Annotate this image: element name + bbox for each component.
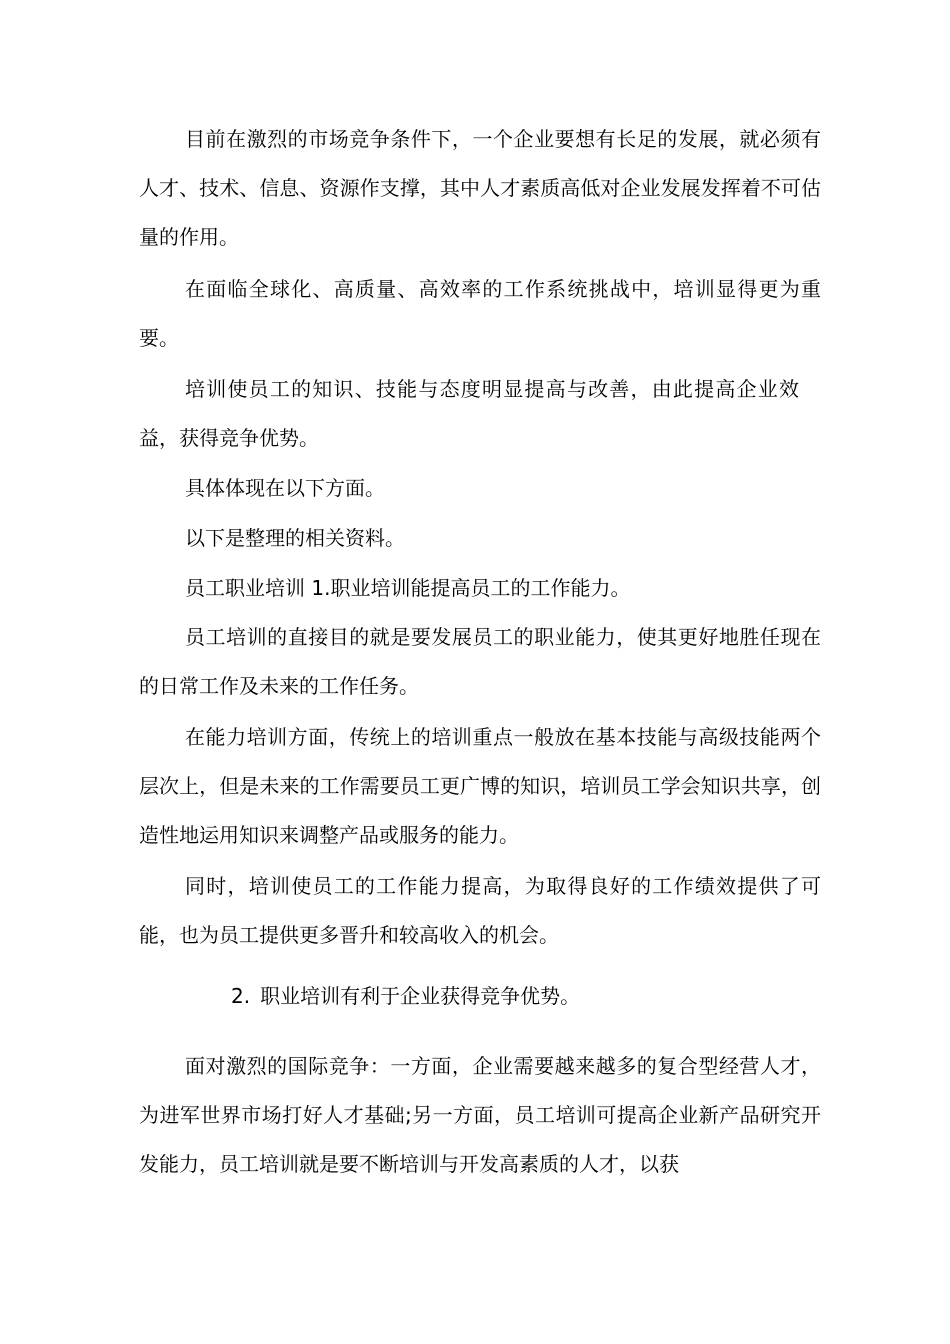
paragraph-globalization: 在面临全球化、高质量、高效率的工作系统挑战中，培训显得更为重要。 [139,277,821,350]
numbered-item-two [139,972,821,1021]
paragraph-performance: 同时，培训使员工的工作能力提高，为取得良好的工作绩效提供了可能，也为员工提供更多晋升和较高收入的机会。 [139,874,821,947]
numbered-item-marker: 2. [231,984,251,1008]
numbered-item-text: 职业培训有利于企业获得竞争优势。 [260,984,581,1008]
paragraph-specifics: 具体体现在以下方面。 [185,476,385,500]
paragraph-intro: 目前在激烈的市场竞争条件下，一个企业要想有长足的发展，就必须有人才、技术、信息、资源作支撑，其中人才素质高低对企业发展发挥着不可估量的作用。 [139,127,821,249]
paragraph-section-one-heading: 员工职业培训 1.职业培训能提高员工的工作能力。 [185,576,631,600]
paragraph-materials: 以下是整理的相关资料。 [185,526,405,550]
paragraph-direct-purpose: 员工培训的直接目的就是要发展员工的职业能力，使其更好地胜任现在的日常工作及未来的工作任务。 [139,625,821,698]
paragraph-ability-training: 在能力培训方面，传统上的培训重点一般放在基本技能与高级技能两个层次上，但是未来的工作需要员工更广博的知识，培训员工学会知识共享，创造性地运用知识来调整产品或服务的能力。 [139,725,821,847]
paragraph-competition: 面对激烈的国际竞争：一方面，企业需要越来越多的复合型经营人才，为进军世界市场打好人才基础;另一方面，员工培训可提高企业新产品研究开发能力，员工培训就是要不断培训与开发高素质的人才，以获 [139,1054,821,1176]
paragraph-training-benefits: 培训使员工的知识、技能与态度明显提高与改善，由此提高企业效益，获得竞争优势。 [139,377,799,450]
